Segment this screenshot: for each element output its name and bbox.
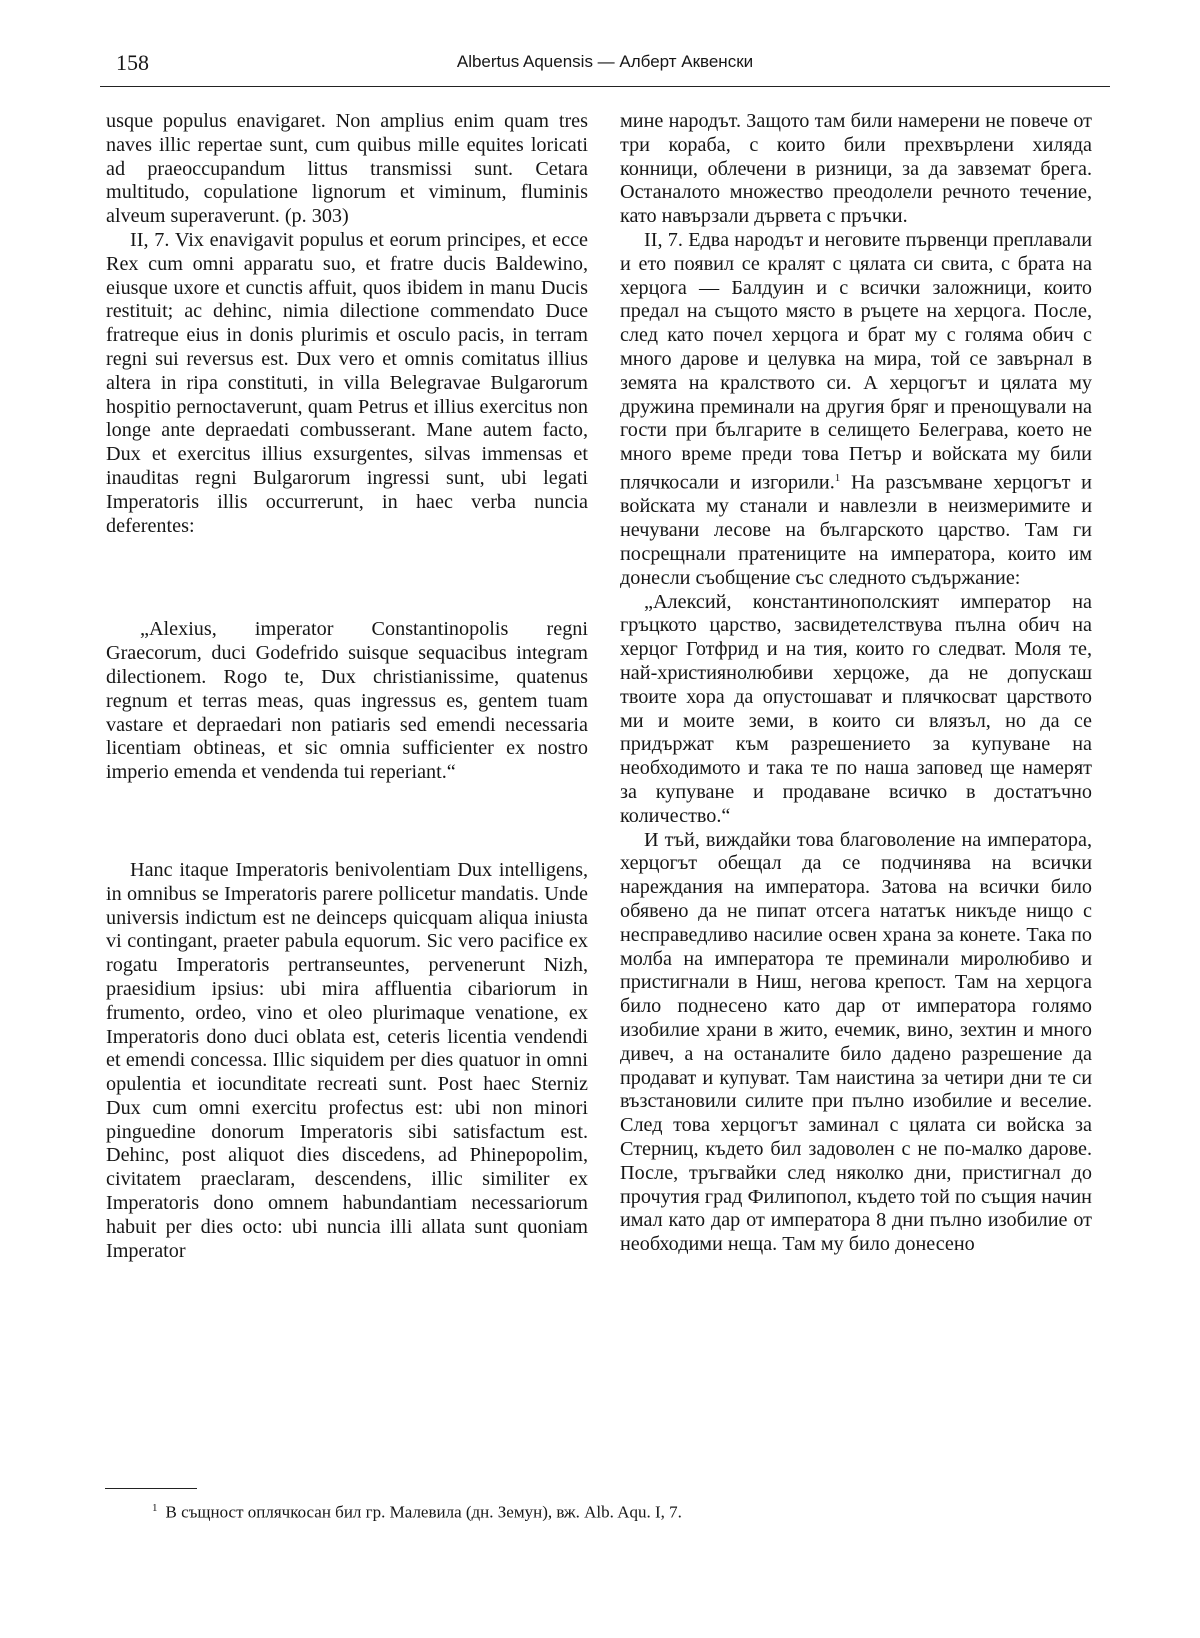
page-number: 158 xyxy=(116,50,149,75)
bulgarian-paragraph-1: мине народът. Защото там били намерени не повече от три кораба, с които били прехвърлени хиляда конници, облечени в ризници, за да завземат брега. Останалото множество преодолели речното течение, като навързали дървета с пръчки. xyxy=(620,110,1092,228)
bulgarian-column xyxy=(620,110,1092,1257)
column-spacer xyxy=(106,785,588,859)
latin-paragraph-4: Hanc itaque Imperatoris benivolentiam Dux intelligens, in omnibus se Imperatoris parere pollicetur mandatis. Unde universis indictum est ne deinceps quicquam aliqua iniusta vi contingant, praeter pabula equorum. Sic vero pacifice ex rogatu Imperatoris pertranseuntes, pervenerunt Nizh, praesidium ipsius: ubi mira affluentia cibariorum in frumento, ordeo, vino et oleo plurimaque venatione, ex Imperatoris dono duci oblata est, ceteris licentia vendendi et emendi concessa. Illic siquidem per dies quatuor in omni opulentia et iocunditate recreati sunt. Post haec Sterniz Dux cum omni exercitu profectus est: ubi non minori pinguedine donorum Imperatoris sibi satisfactum est. Dehinc, post aliquot dies discedens, ad Phinepopolim, civitatem praeclaram, descendens, illic similiter ex Imperatoris dono omnem habundantiam necessariorum habuit per dies octo: ubi nuncia illi allata sunt quoniam Imperator xyxy=(106,858,588,1262)
header-rule xyxy=(100,86,1110,87)
footnote-rule xyxy=(105,1488,197,1489)
bulgarian-paragraph-2 xyxy=(620,229,1092,591)
bulgarian-paragraph-2-part-a: II, 7. Едва народът и неговите първенци преплавали и ето появил се кралят с цялата си свита, с брата на херцога — Балдуин и с всички заложници, които предал на същото място в ръцете на херцога. После, след като почел херцога и брат му с голяма обич с много дарове и целувка на мира, той се завърнал в земята на кралството си. А херцогът и цялата му дружина преминали на другия бряг и пренощували на гости при българите в селището Белеграва, което не много време преди това Петър и войската му били плячкосали и изгорили. xyxy=(620,228,1092,494)
column-spacer xyxy=(106,538,588,618)
bulgarian-letter-quote: „Алексий, константинополският император на гръцкото царство, засвидетелствува пълна обич на херцог Готфрид и на тия, които го следват. Моля те, най-християнолюбиви херцоже, да не допускаш твоите хора да опустошават и плячкосват царството ми и моите земи, в които си влязъл, но да се придържат към разрешението за купуване на необходимото и така те по наша заповед ще намерят за купуване и продаване всичко в достатъчно количество.“ xyxy=(620,590,1092,827)
footnote xyxy=(152,1498,682,1523)
page-header xyxy=(100,50,1110,84)
latin-letter-quote: „Alexius, imperator Constantinopolis regni Graecorum, duci Godefrido suisque sequacibus integram dilectionem. Rogo te, Dux christianissime, quatenus regnum et terras meas, quas ingressus es, gentem tuam vastare et depraedari non patiaris sed emendi necessaria licentiam obtineas, et sic omnia sufficienter ex nostro imperio emenda et vendenda tui reperiant.“ xyxy=(106,618,588,784)
footnote-reference: 1 xyxy=(834,471,841,484)
bulgarian-paragraph-2-part-b: На разсъмване херцогът и войската му станали и навлезли в неизмеримите и нечувани лесове на българското царство. Там ги посрещнали пратениците на императора, които им донесли съобщение със следното съдържание: xyxy=(620,471,1092,589)
latin-paragraph-1: usque populus enavigaret. Non amplius enim quam tres naves illic repertae sunt, cum quibus mille equites loricati ad praeoccupandum littus transmissi sunt. Cetara multitudo, copulatione lignorum et viminum, fluminis alveum superaverunt. (p. 303) xyxy=(106,110,588,228)
bulgarian-paragraph-4: И тъй, виждайки това благоволение на императора, херцогът обещал да се подчинява на всички нареждания на императора. Затова на всички било обявено да не пипат отсега нататък никъде нищо с несправедливо насилие освен храна за конете. Така по молба на императора те преминали миролюбиво и пристигнали в Ниш, негова крепост. Там на херцога било поднесено като дар от императора голямо изобилие храни в жито, ечемик, вино, зехтин и много дивеч, а на останалите било дадено разрешение да продават и купуват. Там наистина за четири дни те си възстановили силите при пълно изобилие и веселие. След това херцогът заминал с цялата си войска за Стерниц, където бил задоволен с не по-малко дарове. После, тръгвайки след няколко дни, пристигнал до прочутия град Филипопол, където той по същия начин имал като дар от императора 8 дни пълно изобилие от необходими неща. Там му било донесено xyxy=(620,828,1092,1256)
latin-paragraph-2: II, 7. Vix enavigavit populus et eorum principes, et ecce Rex cum omni apparatu suo, et fratre ducis Baldewino, eiusque uxore et cunctis affuit, quos ibidem in manu Ducis restituit; ac dehinc, nimia dilectione commendato Duce fratreque eius in donis plurimis et osculo pacis, in terram regni sui reversus est. Dux vero et omnis comitatus illius altera in ripa constituti, in villa Belegravae Bulgarorum hospitio pernoctaverunt, quam Petrus et illius exercitus non longe ante depraedati combusserant. Mane autem facto, Dux et exercitus illius exsurgentes, silvas immensas et inauditas regni Bulgarorum ingressi sunt, ubi legati Imperatoris illis occurrerunt, in haec verba nuncia deferentes: xyxy=(106,228,588,537)
running-head: Albertus Aquensis — Алберт Аквенски xyxy=(456,52,754,71)
footnote-text: В същност оплячкосан бил гр. Малевила (дн. Земун), вж. Alb. Aqu. I, 7. xyxy=(165,1502,682,1522)
latin-column xyxy=(106,110,588,1263)
footnote-marker: 1 xyxy=(152,1502,158,1514)
